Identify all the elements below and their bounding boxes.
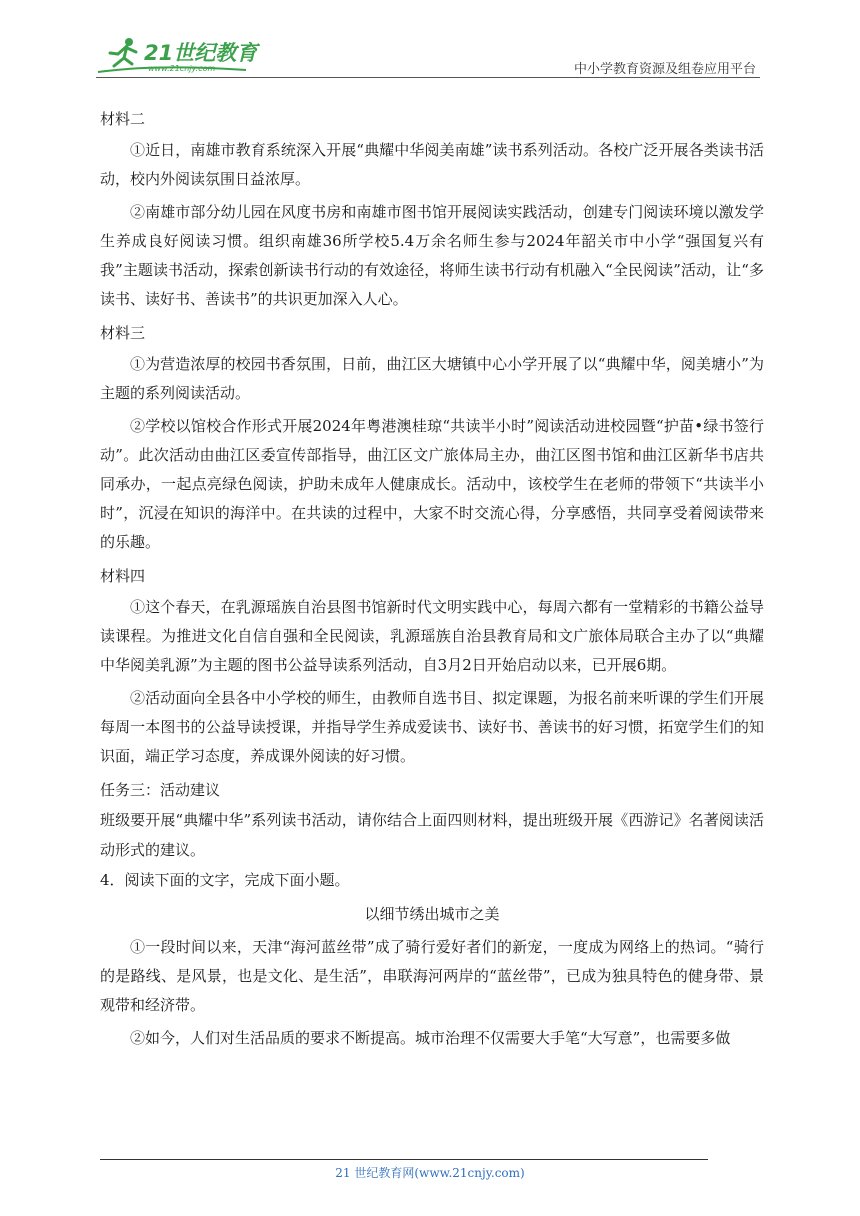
material4-paragraph-2: ②活动面向全县各中小学校的师生，由教师自选书目、拟定课题，为报名前来听课的学生们开展每周一本图书的公益导读授课，并指导学生养成爱读书、读好书、善读书的好习惯，拓宽学生们的知识面，端正学习态度，养成课外阅读的好习惯。 (100, 689, 764, 765)
page-header (96, 30, 760, 78)
material4-title: 材料四 (100, 567, 146, 585)
material4-paragraph-1: ①这个春天，在乳源瑶族自治县图书馆新时代文明实践中心，每周六都有一堂精彩的书籍公益导读课程。为推进文化自信自强和全民阅读，乳源瑶族自治县教育局和文广旅体局联合主办了以“典耀中华阅美乳源”为主题的图书公益导读系列活动，自3月2日开始启动以来，已开展6期。 (100, 598, 764, 674)
logo-url: www.21cnjy.com (148, 64, 216, 73)
material2-title: 材料二 (100, 110, 146, 128)
runner-logo-icon (96, 34, 266, 76)
task3-body: 班级要开展“典耀中华”系列读书活动，请你结合上面四则材料，提出班级开展《西游记》名著阅读活动形式的建议。 (100, 811, 764, 859)
article-paragraph-1: ①一段时间以来，天津“海河蓝丝带”成了骑行爱好者们的新宠，一度成为网络上的热词。“骑行的是路线、是风景，也是文化、是生活”，串联海河两岸的“蓝丝带”，已成为独具特色的健身带、景观带和经济带。 (100, 938, 764, 1014)
article-paragraph-2: ②如今，人们对生活品质的要求不断提高。城市治理不仅需要大手笔“大写意”，也需要多做 (130, 1029, 731, 1047)
footer-divider (100, 1159, 708, 1160)
logo-text: 21世纪教育 (144, 41, 258, 65)
article-title: 以细节绣出城市之美 (364, 905, 500, 923)
document-body (100, 102, 764, 1057)
material3-paragraph-1: ①为营造浓厚的校园书香氛围，日前，曲江区大塘镇中心小学开展了以“典耀中华，阅美塘小”为主题的系列阅读活动。 (100, 355, 764, 402)
question-4-title: 4．阅读下面的文字，完成下面小题。 (100, 871, 350, 889)
platform-name: 中小学教育资源及组卷应用平台 (573, 62, 756, 77)
task3-title: 任务三：活动建议 (100, 781, 221, 799)
material2-paragraph-2: ②南雄市部分幼儿园在风度书房和南雄市图书馆开展阅读实践活动，创建专门阅读环境以激发学生养成良好阅读习惯。组织南雄36所学校5.4万余名师生参与2024年韶关市中小学“强国复兴有我”主题读书活动，探索创新读书行动的有效途径，将师生读书行动有机融入“全民阅读”活动，让“多读书、读好书、善读书”的共识更加深入人心。 (100, 203, 764, 308)
material2-paragraph-1: ①近日，南雄市教育系统深入开展“典耀中华阅美南雄”读书系列活动。各校广泛开展各类读书活动，校内外阅读氛围日益浓厚。 (100, 141, 764, 188)
footer-link[interactable]: 21 世纪教育网(www.21cnjy.com) (335, 1166, 525, 1180)
header-divider (96, 77, 760, 78)
material3-paragraph-2: ②学校以馆校合作形式开展2024年粤港澳桂琼“共读半小时”阅读活动进校园暨“护苗•绿书签行动”。此次活动由曲江区委宣传部指导，曲江区文广旅体局主办，曲江区图书馆和曲江区新华书店共同承办，一起点亮绿色阅读，护助未成年人健康成长。活动中，该校学生在老师的带领下“共读半小时”，沉浸在知识的海洋中。在共读的过程中，大家不时交流心得，分享感悟，共同享受着阅读带来的乐趣。 (100, 417, 764, 551)
site-logo[interactable] (96, 34, 266, 76)
material3-title: 材料三 (100, 324, 146, 342)
